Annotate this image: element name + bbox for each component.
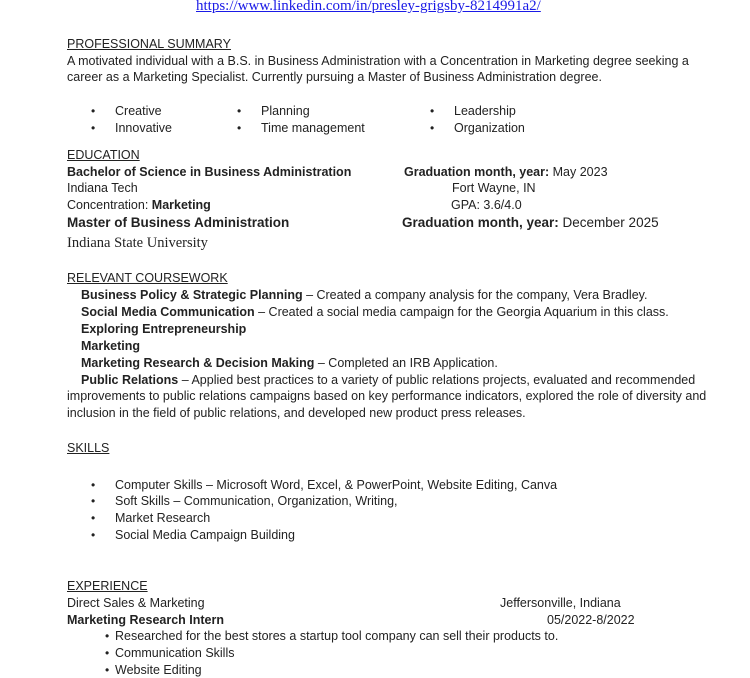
trait-item: Planning — [261, 104, 310, 118]
bullet-icon: • — [91, 528, 96, 542]
skill-item: Soft Skills – Communication, Organization, Writing, — [115, 494, 398, 508]
graduation-value: May 2023 — [549, 165, 608, 179]
course-item — [81, 355, 498, 371]
section-heading-education: EDUCATION — [67, 148, 140, 162]
section-heading-summary: PROFESSIONAL SUMMARY — [67, 37, 231, 51]
course-name: Marketing — [81, 339, 141, 353]
course-description: – Created a company analysis for the company, Vera Bradley. — [302, 288, 648, 302]
job-location: Jeffersonville, Indiana — [500, 596, 621, 610]
section-heading-experience: EXPERIENCE — [67, 579, 148, 593]
bullet-icon: • — [105, 629, 110, 643]
course-item — [81, 372, 695, 388]
graduation-label: Graduation month, year: — [404, 165, 550, 179]
bullet-icon: • — [105, 646, 110, 660]
skill-item: Computer Skills – Microsoft Word, Excel, & PowerPoint, Website Editing, Canva — [115, 478, 558, 492]
graduation-date — [402, 215, 659, 231]
bullet-icon: • — [430, 121, 435, 135]
trait-item: Innovative — [115, 121, 172, 135]
course-name: Exploring Entrepreneurship — [81, 322, 247, 336]
summary-text-line-1: A motivated individual with a B.S. in Business Administration with a Concentration in Marketing degree seeking a — [67, 54, 689, 68]
trait-item: Time management — [261, 121, 365, 135]
course-item — [81, 321, 246, 337]
linkedin-link[interactable]: https://www.linkedin.com/in/presley-grigsby-8214991a2/ — [196, 0, 541, 14]
job-bullet: Researched for the best stores a startup tool company can sell their products to. — [115, 629, 559, 643]
concentration — [67, 197, 211, 213]
graduation-value: December 2025 — [558, 215, 659, 230]
course-name: Public Relations — [81, 373, 179, 387]
bullet-icon: • — [91, 121, 96, 135]
degree-title: Bachelor of Science in Business Administration — [67, 165, 352, 179]
bullet-icon: • — [237, 104, 242, 118]
course-item — [81, 287, 647, 303]
section-heading-skills: SKILLS — [67, 441, 110, 455]
bullet-icon: • — [237, 121, 242, 135]
bullet-icon: • — [91, 511, 96, 525]
trait-item: Leadership — [454, 104, 516, 118]
course-description-continued: inclusion in the field of public relations, and developed new product press releases. — [67, 406, 526, 420]
trait-item: Creative — [115, 104, 162, 118]
bullet-icon: • — [91, 494, 96, 508]
graduation-date — [404, 164, 608, 180]
course-item — [81, 304, 669, 320]
course-name: Business Policy & Strategic Planning — [81, 288, 303, 302]
course-description: – Created a social media campaign for the Georgia Aquarium in this class. — [254, 305, 669, 319]
job-bullet: Communication Skills — [115, 646, 235, 660]
bullet-icon: • — [91, 104, 96, 118]
summary-text-line-2: career as a Marketing Specialist. Currently pursuing a Master of Business Administration degree. — [67, 70, 602, 84]
graduation-label: Graduation month, year: — [402, 215, 559, 230]
school-name: Indiana Tech — [67, 181, 138, 195]
degree-title: Master of Business Administration — [67, 215, 290, 230]
trait-item: Organization — [454, 121, 525, 135]
skill-item: Social Media Campaign Building — [115, 528, 295, 542]
school-location: Fort Wayne, IN — [452, 181, 536, 195]
concentration-label: Concentration: — [67, 198, 152, 212]
job-bullet: Website Editing — [115, 663, 202, 677]
company-name: Direct Sales & Marketing — [67, 596, 205, 610]
skill-item: Market Research — [115, 511, 211, 525]
course-item — [81, 338, 140, 354]
course-description-continued: improvements to public relations campaigns based on key performance indicators, explored the role of diversity and — [67, 389, 707, 403]
course-description: – Applied best practices to a variety of public relations projects, evaluated and recommended — [178, 373, 696, 387]
school-name: Indiana State University — [67, 235, 208, 251]
job-title: Marketing Research Intern — [67, 613, 224, 627]
bullet-icon: • — [91, 478, 96, 492]
section-heading-coursework: RELEVANT COURSEWORK — [67, 271, 228, 285]
job-dates: 05/2022-8/2022 — [547, 613, 635, 627]
bullet-icon: • — [105, 663, 110, 677]
course-name: Marketing Research & Decision Making — [81, 356, 315, 370]
course-description: – Completed an IRB Application. — [314, 356, 498, 370]
course-name: Social Media Communication — [81, 305, 255, 319]
bullet-icon: • — [430, 104, 435, 118]
concentration-value: Marketing — [151, 198, 211, 212]
gpa: GPA: 3.6/4.0 — [451, 198, 522, 212]
